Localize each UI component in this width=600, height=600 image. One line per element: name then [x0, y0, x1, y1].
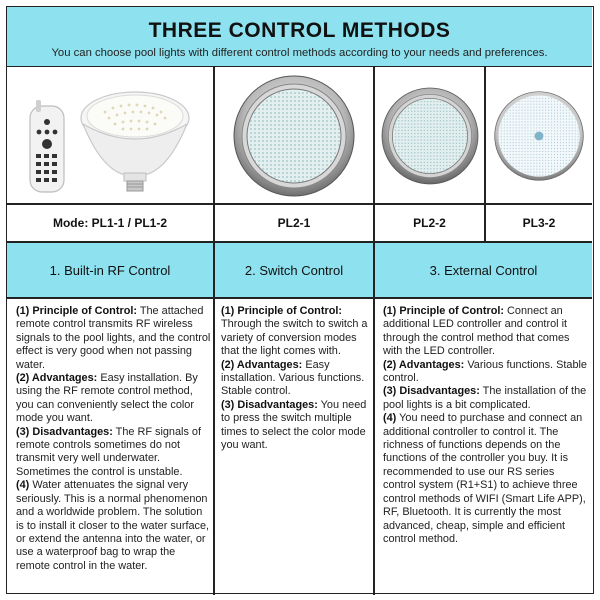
- section-text: You need to purchase and connect an additional controller to control it. The richness of functions depends on the functions of the controller you buy. It is recommended to use our RS series control system (R1+S1) to achieve three control methods of WIFI (Smart Life APP), RF, Bluetooth. It is currently the most advanced, cheap, simple and efficient control method.: [383, 412, 586, 545]
- description-section: [383, 359, 587, 386]
- description-section: [16, 479, 212, 573]
- header-banner: [7, 7, 592, 67]
- section-label: (1) Principle of Control:: [16, 305, 138, 317]
- section-label: (2) Advantages:: [221, 358, 303, 371]
- product-image-pl2-1: [215, 69, 373, 203]
- section-label: (2) Advantages:: [16, 372, 98, 385]
- method-title-external: 3. External Control: [429, 262, 538, 278]
- section-text: Various functions. Stable control.: [383, 358, 587, 385]
- section-text: The installation of the pool lights is a bit complicated.: [383, 385, 587, 411]
- product-image-remote-bulb: [7, 69, 213, 203]
- section-text: You need to press the switch multiple times to select the color mode you want.: [221, 398, 367, 452]
- method-description-rf: [16, 305, 212, 573]
- description-section: [16, 305, 212, 372]
- section-text: Easy installation. By using the RF remote control method, you can conveniently select the color mode you want.: [16, 372, 198, 425]
- section-label: (3) Disadvantages:: [221, 398, 318, 411]
- description-section: [221, 305, 369, 359]
- method-description-external: [383, 305, 587, 546]
- section-label: (1) Principle of Control:: [221, 305, 343, 317]
- page-title: THREE CONTROL METHODS: [148, 19, 451, 42]
- slim-ring-light-icon: [491, 88, 587, 184]
- method-description-switch: [221, 305, 369, 452]
- section-label: (3) Disadvantages:: [16, 425, 113, 438]
- description-section: [383, 305, 587, 359]
- section-text: Connect an additional LED controller and control it through the control method that comes with the LED controller.: [383, 305, 570, 358]
- section-text: Water attenuates the signal very seriously. This is a normal phenomenon and a worldwide problem. The solution is to install it closer to the water surface, or extend the antenna into the water, or use a waterproof bag to wrap the remote control in the water.: [16, 479, 210, 572]
- section-label: (2) Advantages:: [383, 358, 465, 371]
- section-text: The RF signals of remote controls sometimes do not transmit very well underwater. Sometimes the control is unstable.: [16, 425, 202, 478]
- product-image-pl3-2: [486, 69, 592, 203]
- comparison-table: [6, 6, 594, 594]
- method-title-rf: 1. Built-in RF Control: [49, 262, 171, 278]
- page-subtitle: You can choose pool lights with different control methods according to your needs and preferences.: [51, 47, 548, 59]
- section-text: Easy installation. Various functions. Stable control.: [221, 358, 365, 398]
- section-label: (3) Disadvantages:: [383, 385, 480, 398]
- description-section: [221, 359, 369, 399]
- section-label: (4): [16, 479, 30, 492]
- description-section: [383, 412, 587, 546]
- section-text: The attached remote control transmits RF wireless signals to the pool lights, and the control effect is very good when not passing water.: [16, 305, 211, 371]
- section-text: Through the switch to switch a variety of conversion modes that the light comes with.: [221, 318, 368, 358]
- mode-label-pl1: Mode: PL1-1 / PL1-2: [52, 216, 168, 230]
- mode-label-pl2-1: PL2-1: [277, 216, 311, 230]
- mode-label-pl3-2: PL3-2: [522, 216, 556, 230]
- description-section: [383, 385, 587, 412]
- section-label: (4): [383, 412, 397, 425]
- stainless-ring-light-icon: [229, 71, 359, 201]
- section-label: (1) Principle of Control:: [383, 305, 505, 317]
- mode-label-pl2-2: PL2-2: [413, 216, 446, 230]
- description-section: [221, 399, 369, 453]
- description-section: [16, 372, 212, 426]
- description-section: [16, 426, 212, 480]
- stainless-ring-light-icon: [378, 84, 482, 188]
- method-title-switch: 2. Switch Control: [244, 262, 344, 278]
- row-divider: [7, 297, 592, 299]
- remote-and-bulb-icon: [10, 76, 210, 196]
- product-image-pl2-2: [375, 69, 484, 203]
